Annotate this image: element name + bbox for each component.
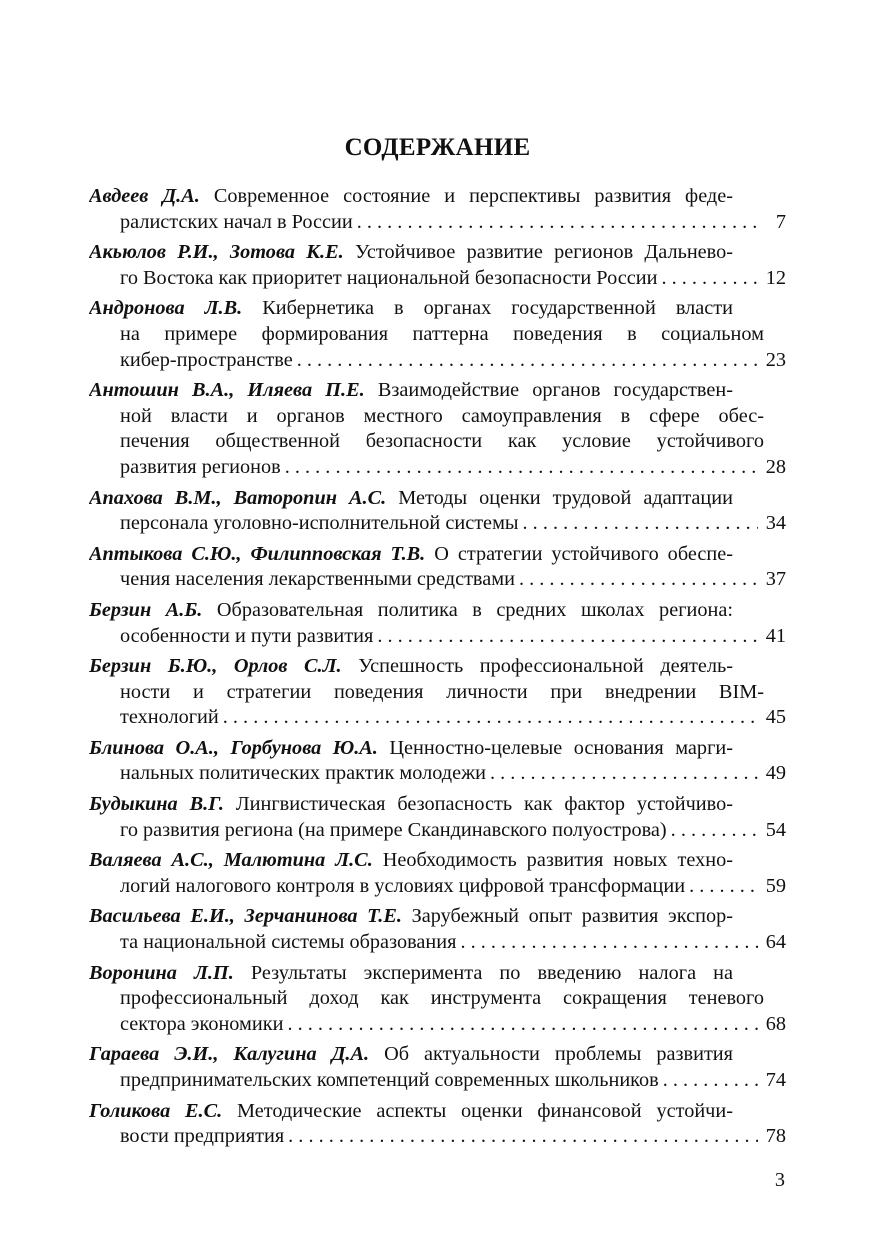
toc-entry-line (89, 184, 733, 210)
toc-entry-title-text: го Востока как приоритет национальной безопасности России (120, 266, 658, 289)
toc-entry-author: Акьюлов Р.И., Зотова К.Е. (89, 241, 344, 264)
toc-entry-title-text: та национальной системы образования (120, 931, 457, 954)
toc-entry (89, 848, 786, 899)
toc-entry-title-text: сектора экономики (120, 1012, 284, 1035)
dot-leader (357, 210, 758, 236)
toc-entry-page-number: 68 (765, 1012, 786, 1035)
toc-entry-title-text: Кибернетика в органах государственной власти (262, 297, 733, 320)
dot-leader (490, 761, 758, 787)
dot-leader (661, 266, 758, 292)
toc-entry-page-number: 59 (765, 874, 786, 897)
toc-entry-title-text: нальных политических практик молодежи (120, 762, 486, 785)
toc-entry-last-line (89, 624, 786, 650)
toc-entry-page-number: 12 (765, 266, 786, 289)
toc-entry (89, 542, 786, 593)
toc-entry-line (89, 378, 733, 404)
toc-entry-title-text: ралистских начал в России (120, 210, 353, 233)
toc-entry-title-text: го развития региона (на примере Скандинавского полуострова) (120, 818, 667, 841)
toc-entry-page-number: 41 (765, 624, 786, 647)
toc-entry-line (89, 736, 733, 762)
toc-entry-last-line (89, 455, 786, 481)
toc-entry-line (89, 1099, 733, 1125)
toc-entry-title-text: Зарубежный опыт развития экспор- (411, 905, 733, 928)
dot-leader (663, 1068, 758, 1094)
toc-entry (89, 296, 786, 373)
toc-entry (89, 904, 786, 955)
toc-entry (89, 486, 786, 537)
toc-entry-line (89, 792, 733, 818)
toc-entry-title-text: Образовательная политика в средних школах региона: (216, 598, 733, 621)
toc-entry (89, 736, 786, 787)
page-number: 3 (774, 1169, 785, 1191)
toc-entry-title-text: чения населения лекарственными средствами (120, 568, 515, 591)
toc-entry-title-text: логий налогового контроля в условиях цифровой трансформации (120, 874, 686, 897)
toc-entry-page-number: 74 (765, 1069, 786, 1091)
page-title: СОДЕРЖАНИЕ (344, 134, 531, 161)
toc-entry-title-text: вости предприятия (120, 1125, 285, 1148)
toc-entry-line (89, 961, 733, 987)
toc-entry-author: Васильева Е.И., Зерчанинова Т.Е. (89, 905, 402, 928)
toc-entry (89, 240, 786, 291)
dot-leader (519, 567, 758, 593)
toc-entry-line (89, 404, 764, 430)
toc-entry-author: Антошин В.А., Иляева П.Е. (89, 379, 365, 402)
toc-entry-title-text: Методы оценки трудовой адаптации (398, 486, 733, 509)
toc-entry (89, 184, 786, 235)
toc-entry-last-line (89, 761, 786, 787)
toc-entry-line (89, 1042, 733, 1068)
toc-entry-title-text: кибер-пространстве (120, 348, 293, 371)
toc-entry-author: Голикова Е.С. (89, 1099, 223, 1122)
toc-entry-title-text: О стратегии устойчивого обеспе- (434, 542, 733, 565)
toc-entry-page-number: 54 (765, 818, 786, 841)
toc-entry-line (89, 680, 764, 706)
toc-entry-title-text: персонала уголовно-исполнительной системы (120, 512, 519, 535)
toc-entry-last-line (89, 1068, 786, 1094)
toc-entry-author: Валяева А.С., Малютина Л.С. (89, 849, 373, 872)
toc-entry-last-line (89, 348, 786, 374)
toc-entry-title-text: Успешность профессиональной деятель- (358, 655, 733, 678)
toc-entry-title-text: Взаимодействие органов государствен- (377, 379, 733, 402)
toc-entry-author: Андронова Л.В. (89, 297, 243, 320)
toc-entry-last-line (89, 1012, 786, 1038)
dot-leader (285, 455, 758, 481)
toc-entry-page-number: 23 (765, 348, 786, 371)
toc-entry-title-text: на примере формирования паттерна поведения в социальном (120, 322, 764, 345)
toc-entry-last-line (89, 511, 786, 537)
toc-entry (89, 1042, 786, 1093)
toc-entry-line (89, 904, 733, 930)
toc-entry (89, 1099, 786, 1150)
toc-entry-title-text: печения общественной безопасности как условие устойчивого (120, 430, 764, 453)
toc-entry-line (89, 429, 764, 455)
dot-leader (287, 1012, 758, 1038)
toc-entry-page-number: 7 (775, 210, 786, 233)
toc-entry-author: Берзин Б.Ю., Орлов С.Л. (89, 655, 342, 678)
toc-entry-author: Блинова О.А., Горбунова Ю.А. (89, 736, 378, 759)
toc-entry-page-number: 37 (765, 568, 786, 591)
toc-entry-last-line (89, 930, 786, 956)
toc-entry-line (89, 848, 733, 874)
toc-entry-author: Авдеев Д.А. (89, 185, 200, 207)
toc-entry-title-text: профессиональный доход как инструмента сокращения теневого (120, 987, 764, 1010)
toc-entry-title-text: Об актуальности проблемы развития (384, 1043, 733, 1066)
toc-entry-line (89, 296, 733, 322)
toc-entry-line (89, 240, 733, 266)
dot-leader (297, 348, 758, 374)
toc-entry-title-text: Необходимость развития новых техно- (382, 849, 733, 872)
toc-entry (89, 654, 786, 731)
toc-entry-title-text: Методические аспекты оценки финансовой устойчи- (237, 1099, 733, 1122)
toc-entry-line (89, 598, 733, 624)
toc-entry-page-number: 49 (765, 762, 786, 785)
toc-entry-page-number: 78 (765, 1125, 786, 1148)
dot-leader (671, 818, 758, 844)
toc-entry-author: Воронина Л.П. (89, 961, 234, 984)
dot-leader (288, 1124, 758, 1150)
toc-entry-last-line (89, 874, 786, 900)
toc-entry-line (89, 986, 764, 1012)
toc-entry-line (89, 542, 733, 568)
toc-entry-last-line (89, 705, 786, 731)
table-of-contents (89, 184, 786, 1155)
toc-entry (89, 378, 786, 480)
toc-entry (89, 598, 786, 649)
toc-entry-line (89, 654, 733, 680)
toc-entry-title-text: развития регионов (120, 455, 281, 478)
toc-entry-title-text: Устойчивое развитие регионов Дальнево- (354, 241, 733, 264)
toc-entry-last-line (89, 1124, 786, 1150)
toc-entry-last-line (89, 210, 786, 236)
toc-entry-title-text: Лингвистическая безопасность как фактор устойчиво- (235, 793, 733, 816)
toc-entry-title-text: предпринимательских компетенций современных школьников (120, 1069, 659, 1091)
toc-entry-last-line (89, 266, 786, 292)
toc-entry-title-text: ной власти и органов местного самоуправления в сфере обес- (120, 404, 764, 427)
toc-entry (89, 961, 786, 1038)
toc-entry-title-text: особенности и пути развития (120, 624, 374, 647)
toc-entry-author: Гараева Э.И., Калугина Д.А. (89, 1043, 370, 1066)
toc-entry (89, 792, 786, 843)
toc-entry-page-number: 34 (765, 512, 786, 535)
dot-leader (377, 624, 758, 650)
toc-entry-page-number: 45 (765, 706, 786, 729)
toc-entry-last-line (89, 567, 786, 593)
toc-entry-line (89, 486, 733, 512)
dot-leader (460, 930, 758, 956)
toc-entry-title-text: Ценностно-целевые основания марги- (389, 736, 733, 759)
toc-entry-page-number: 28 (765, 455, 786, 478)
toc-entry-author: Берзин А.Б. (89, 598, 203, 621)
toc-entry-title-text: ности и стратегии поведения личности при внедрении BIM- (120, 680, 764, 703)
toc-entry-author: Аптыкова С.Ю., Филипповская Т.В. (89, 542, 426, 565)
toc-entry-author: Апахова В.М., Ваторопин А.С. (89, 486, 387, 509)
toc-entry-page-number: 64 (765, 931, 786, 954)
toc-entry-title-text: Современное состояние и перспективы развития феде- (213, 185, 733, 207)
toc-entry-author: Будыкина В.Г. (89, 793, 224, 816)
toc-entry-last-line (89, 818, 786, 844)
dot-leader (223, 705, 758, 731)
toc-entry-title-text: технологий (120, 706, 219, 729)
toc-entry-title-text: Результаты эксперимента по введению налога на (250, 961, 733, 984)
dot-leader (689, 874, 758, 900)
toc-entry-line (89, 322, 764, 348)
dot-leader (523, 511, 758, 537)
